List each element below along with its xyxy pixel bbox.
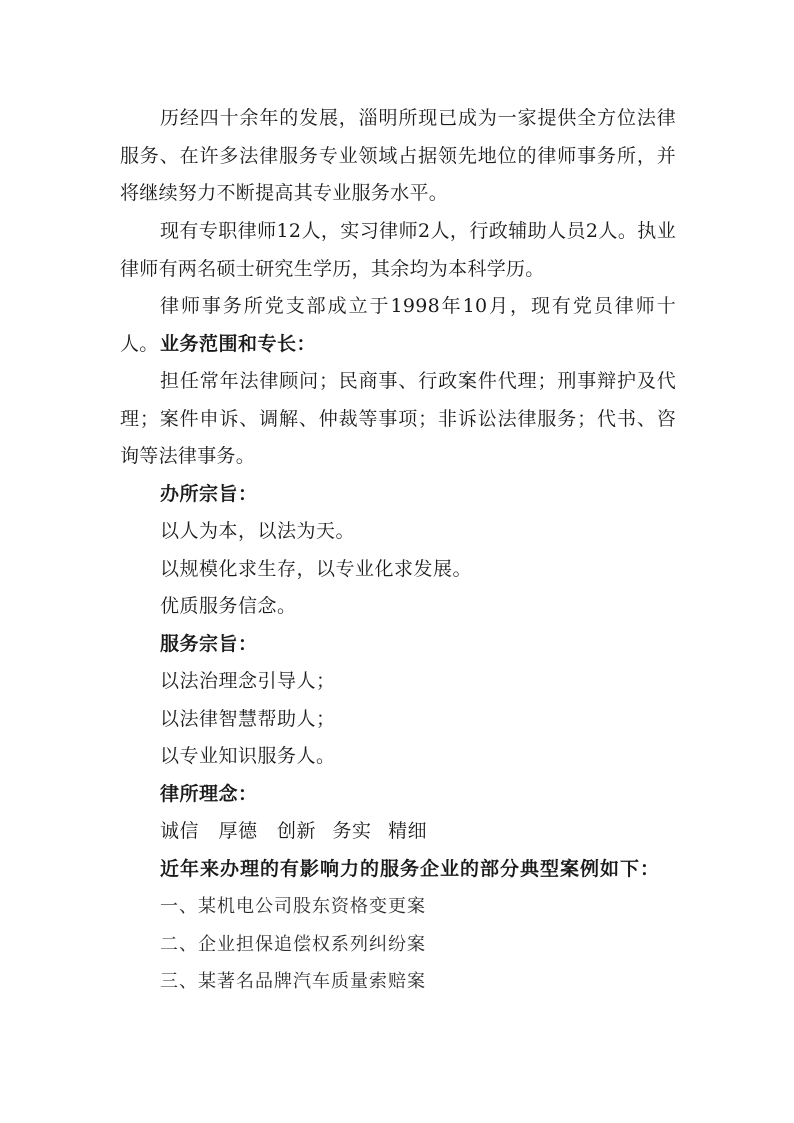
- party-branch-paragraph: 律师事务所党支部成立于1998年10月，现有党员律师十人。: [120, 295, 676, 355]
- case-item: 一、某机电公司股东资格变更案: [160, 896, 426, 917]
- case-item: 二、企业担保追偿权系列纠纷案: [160, 934, 426, 955]
- office-purpose-heading: 办所宗旨：: [160, 483, 258, 505]
- service-purpose-line: 以法治理念引导人；: [160, 670, 336, 692]
- cases-heading: 近年来办理的有影响力的服务企业的部分典型案例如下：: [160, 858, 661, 880]
- service-purpose-line: 以法律智慧帮助人；: [160, 708, 336, 730]
- office-purpose-line: 以人为本，以法为天。: [160, 520, 356, 542]
- case-item: 三、某著名品牌汽车质量索赔案: [160, 971, 426, 992]
- service-purpose-line: 以专业知识服务人。: [160, 745, 336, 767]
- business-scope-heading: 业务范围和专长：: [160, 333, 317, 355]
- philosophy-text: 诚信 厚德 创新 务实 精细: [160, 820, 428, 842]
- intro-paragraph: 历经四十余年的发展，淄明所现已成为一家提供全方位法律服务、在许多法律服务专业领域占据领先地位的律师事务所，并将继续努力不断提高其专业服务水平。: [120, 107, 676, 204]
- office-purpose-line: 以规模化求生存，以专业化求发展。: [160, 558, 473, 580]
- office-purpose-line: 优质服务信念。: [160, 595, 297, 617]
- business-scope-text: 担任常年法律顾问；民商事、行政案件代理；刑事辩护及代理；案件申诉、调解、仲裁等事项；非诉讼法律服务；代书、咨询等法律事务。: [120, 370, 676, 467]
- service-purpose-heading: 服务宗旨：: [160, 633, 258, 655]
- philosophy-heading: 律所理念：: [160, 783, 258, 805]
- staff-paragraph: 现有专职律师12人，实习律师2人，行政辅助人员2人。执业律师有两名硕士研究生学历，其余均为本科学历。: [120, 220, 676, 280]
